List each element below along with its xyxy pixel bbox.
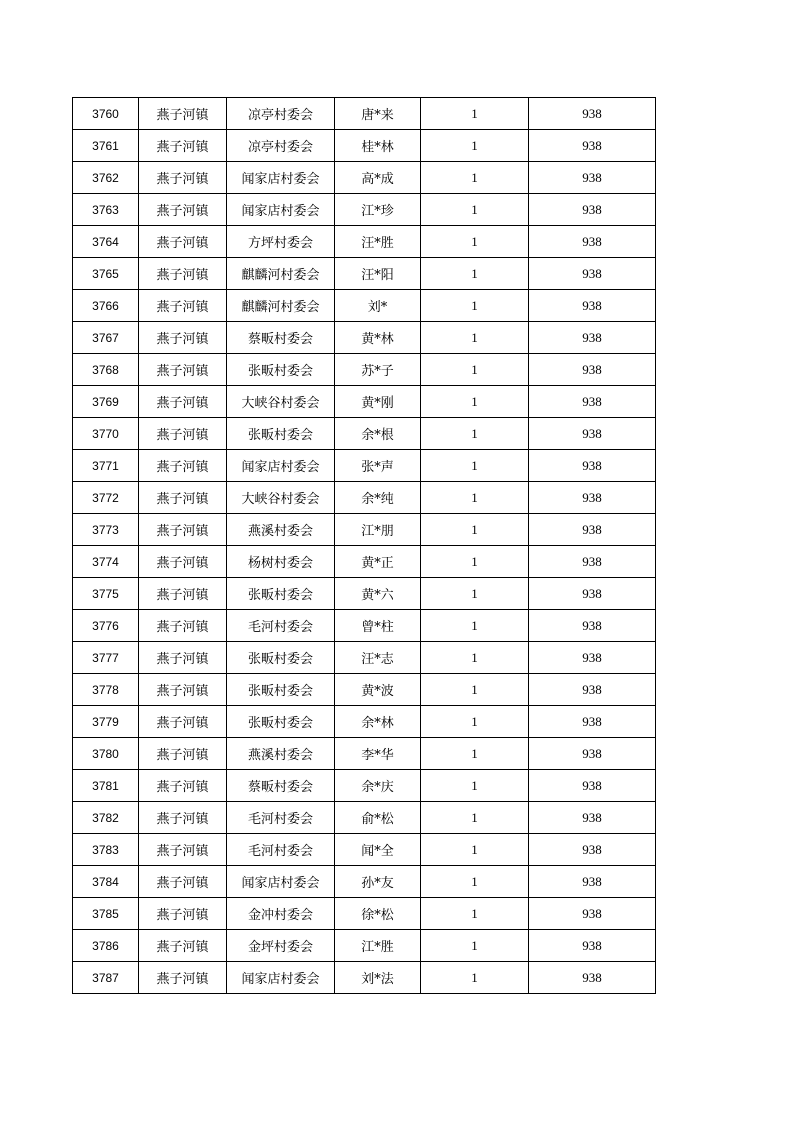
count-cell: 1 bbox=[421, 98, 529, 130]
amount-cell: 938 bbox=[529, 930, 656, 962]
name-cell: 江*珍 bbox=[335, 194, 421, 226]
town-cell: 燕子河镇 bbox=[139, 258, 227, 290]
town-cell: 燕子河镇 bbox=[139, 290, 227, 322]
amount-cell: 938 bbox=[529, 130, 656, 162]
village-cell: 蔡畈村委会 bbox=[227, 322, 335, 354]
row-id-cell: 3771 bbox=[73, 450, 139, 482]
table-row bbox=[73, 418, 656, 450]
table-row bbox=[73, 898, 656, 930]
count-cell: 1 bbox=[421, 258, 529, 290]
amount-cell: 938 bbox=[529, 738, 656, 770]
name-cell: 黄*正 bbox=[335, 546, 421, 578]
amount-cell: 938 bbox=[529, 834, 656, 866]
amount-cell: 938 bbox=[529, 290, 656, 322]
town-cell: 燕子河镇 bbox=[139, 418, 227, 450]
row-id-cell: 3787 bbox=[73, 962, 139, 994]
amount-cell: 938 bbox=[529, 482, 656, 514]
village-cell: 金冲村委会 bbox=[227, 898, 335, 930]
village-cell: 燕溪村委会 bbox=[227, 738, 335, 770]
table-row bbox=[73, 642, 656, 674]
document-sheet bbox=[72, 97, 655, 994]
town-cell: 燕子河镇 bbox=[139, 898, 227, 930]
row-id-cell: 3772 bbox=[73, 482, 139, 514]
table-row bbox=[73, 802, 656, 834]
name-cell: 徐*松 bbox=[335, 898, 421, 930]
amount-cell: 938 bbox=[529, 898, 656, 930]
count-cell: 1 bbox=[421, 386, 529, 418]
amount-cell: 938 bbox=[529, 770, 656, 802]
amount-cell: 938 bbox=[529, 866, 656, 898]
amount-cell: 938 bbox=[529, 610, 656, 642]
row-id-cell: 3782 bbox=[73, 802, 139, 834]
table-row bbox=[73, 578, 656, 610]
table-row bbox=[73, 130, 656, 162]
town-cell: 燕子河镇 bbox=[139, 322, 227, 354]
count-cell: 1 bbox=[421, 962, 529, 994]
count-cell: 1 bbox=[421, 866, 529, 898]
name-cell: 闻*全 bbox=[335, 834, 421, 866]
town-cell: 燕子河镇 bbox=[139, 130, 227, 162]
count-cell: 1 bbox=[421, 514, 529, 546]
count-cell: 1 bbox=[421, 706, 529, 738]
town-cell: 燕子河镇 bbox=[139, 162, 227, 194]
name-cell: 李*华 bbox=[335, 738, 421, 770]
row-id-cell: 3774 bbox=[73, 546, 139, 578]
table-body bbox=[73, 98, 656, 994]
name-cell: 余*根 bbox=[335, 418, 421, 450]
name-cell: 黄*波 bbox=[335, 674, 421, 706]
name-cell: 张*声 bbox=[335, 450, 421, 482]
count-cell: 1 bbox=[421, 770, 529, 802]
village-cell: 闻家店村委会 bbox=[227, 162, 335, 194]
village-cell: 闻家店村委会 bbox=[227, 866, 335, 898]
table-row bbox=[73, 546, 656, 578]
table-row bbox=[73, 194, 656, 226]
row-id-cell: 3768 bbox=[73, 354, 139, 386]
amount-cell: 938 bbox=[529, 962, 656, 994]
table-row bbox=[73, 450, 656, 482]
table-row bbox=[73, 258, 656, 290]
name-cell: 唐*来 bbox=[335, 98, 421, 130]
count-cell: 1 bbox=[421, 290, 529, 322]
table-row bbox=[73, 770, 656, 802]
count-cell: 1 bbox=[421, 322, 529, 354]
row-id-cell: 3761 bbox=[73, 130, 139, 162]
row-id-cell: 3785 bbox=[73, 898, 139, 930]
town-cell: 燕子河镇 bbox=[139, 386, 227, 418]
town-cell: 燕子河镇 bbox=[139, 770, 227, 802]
row-id-cell: 3773 bbox=[73, 514, 139, 546]
town-cell: 燕子河镇 bbox=[139, 354, 227, 386]
amount-cell: 938 bbox=[529, 226, 656, 258]
village-cell: 张畈村委会 bbox=[227, 354, 335, 386]
name-cell: 江*胜 bbox=[335, 930, 421, 962]
town-cell: 燕子河镇 bbox=[139, 962, 227, 994]
village-cell: 杨树村委会 bbox=[227, 546, 335, 578]
count-cell: 1 bbox=[421, 226, 529, 258]
table-row bbox=[73, 674, 656, 706]
count-cell: 1 bbox=[421, 162, 529, 194]
village-cell: 方坪村委会 bbox=[227, 226, 335, 258]
table-row bbox=[73, 834, 656, 866]
town-cell: 燕子河镇 bbox=[139, 194, 227, 226]
count-cell: 1 bbox=[421, 610, 529, 642]
village-cell: 大峡谷村委会 bbox=[227, 482, 335, 514]
count-cell: 1 bbox=[421, 194, 529, 226]
village-cell: 毛河村委会 bbox=[227, 610, 335, 642]
count-cell: 1 bbox=[421, 130, 529, 162]
row-id-cell: 3760 bbox=[73, 98, 139, 130]
row-id-cell: 3780 bbox=[73, 738, 139, 770]
row-id-cell: 3786 bbox=[73, 930, 139, 962]
amount-cell: 938 bbox=[529, 642, 656, 674]
town-cell: 燕子河镇 bbox=[139, 674, 227, 706]
name-cell: 桂*林 bbox=[335, 130, 421, 162]
row-id-cell: 3764 bbox=[73, 226, 139, 258]
table-row bbox=[73, 290, 656, 322]
village-cell: 张畈村委会 bbox=[227, 578, 335, 610]
village-cell: 毛河村委会 bbox=[227, 834, 335, 866]
count-cell: 1 bbox=[421, 930, 529, 962]
name-cell: 余*庆 bbox=[335, 770, 421, 802]
table-row bbox=[73, 386, 656, 418]
count-cell: 1 bbox=[421, 738, 529, 770]
name-cell: 江*朋 bbox=[335, 514, 421, 546]
row-id-cell: 3784 bbox=[73, 866, 139, 898]
name-cell: 黄*刚 bbox=[335, 386, 421, 418]
table-row bbox=[73, 514, 656, 546]
village-cell: 闻家店村委会 bbox=[227, 450, 335, 482]
village-cell: 张畈村委会 bbox=[227, 706, 335, 738]
amount-cell: 938 bbox=[529, 546, 656, 578]
amount-cell: 938 bbox=[529, 418, 656, 450]
table-row bbox=[73, 322, 656, 354]
village-cell: 张畈村委会 bbox=[227, 674, 335, 706]
amount-cell: 938 bbox=[529, 322, 656, 354]
row-id-cell: 3777 bbox=[73, 642, 139, 674]
village-cell: 毛河村委会 bbox=[227, 802, 335, 834]
village-cell: 闻家店村委会 bbox=[227, 962, 335, 994]
village-cell: 凉亭村委会 bbox=[227, 98, 335, 130]
amount-cell: 938 bbox=[529, 194, 656, 226]
amount-cell: 938 bbox=[529, 386, 656, 418]
town-cell: 燕子河镇 bbox=[139, 514, 227, 546]
amount-cell: 938 bbox=[529, 354, 656, 386]
name-cell: 刘*法 bbox=[335, 962, 421, 994]
amount-cell: 938 bbox=[529, 162, 656, 194]
town-cell: 燕子河镇 bbox=[139, 802, 227, 834]
table-row bbox=[73, 98, 656, 130]
name-cell: 高*成 bbox=[335, 162, 421, 194]
town-cell: 燕子河镇 bbox=[139, 738, 227, 770]
name-cell: 俞*松 bbox=[335, 802, 421, 834]
village-cell: 蔡畈村委会 bbox=[227, 770, 335, 802]
amount-cell: 938 bbox=[529, 674, 656, 706]
amount-cell: 938 bbox=[529, 578, 656, 610]
row-id-cell: 3762 bbox=[73, 162, 139, 194]
count-cell: 1 bbox=[421, 354, 529, 386]
town-cell: 燕子河镇 bbox=[139, 642, 227, 674]
amount-cell: 938 bbox=[529, 98, 656, 130]
village-cell: 张畈村委会 bbox=[227, 418, 335, 450]
name-cell: 黄*林 bbox=[335, 322, 421, 354]
count-cell: 1 bbox=[421, 482, 529, 514]
table-row bbox=[73, 866, 656, 898]
amount-cell: 938 bbox=[529, 514, 656, 546]
town-cell: 燕子河镇 bbox=[139, 706, 227, 738]
count-cell: 1 bbox=[421, 546, 529, 578]
table-row bbox=[73, 962, 656, 994]
row-id-cell: 3769 bbox=[73, 386, 139, 418]
table-row bbox=[73, 738, 656, 770]
amount-cell: 938 bbox=[529, 706, 656, 738]
count-cell: 1 bbox=[421, 418, 529, 450]
table-row bbox=[73, 226, 656, 258]
town-cell: 燕子河镇 bbox=[139, 482, 227, 514]
row-id-cell: 3779 bbox=[73, 706, 139, 738]
count-cell: 1 bbox=[421, 450, 529, 482]
count-cell: 1 bbox=[421, 898, 529, 930]
count-cell: 1 bbox=[421, 802, 529, 834]
town-cell: 燕子河镇 bbox=[139, 610, 227, 642]
village-cell: 燕溪村委会 bbox=[227, 514, 335, 546]
row-id-cell: 3778 bbox=[73, 674, 139, 706]
table-row bbox=[73, 482, 656, 514]
row-id-cell: 3767 bbox=[73, 322, 139, 354]
name-cell: 曾*柱 bbox=[335, 610, 421, 642]
town-cell: 燕子河镇 bbox=[139, 866, 227, 898]
name-cell: 孙*友 bbox=[335, 866, 421, 898]
row-id-cell: 3763 bbox=[73, 194, 139, 226]
village-cell: 凉亭村委会 bbox=[227, 130, 335, 162]
row-id-cell: 3765 bbox=[73, 258, 139, 290]
village-cell: 大峡谷村委会 bbox=[227, 386, 335, 418]
count-cell: 1 bbox=[421, 642, 529, 674]
town-cell: 燕子河镇 bbox=[139, 450, 227, 482]
town-cell: 燕子河镇 bbox=[139, 546, 227, 578]
count-cell: 1 bbox=[421, 578, 529, 610]
table-row bbox=[73, 610, 656, 642]
village-cell: 闻家店村委会 bbox=[227, 194, 335, 226]
name-cell: 苏*子 bbox=[335, 354, 421, 386]
village-cell: 张畈村委会 bbox=[227, 642, 335, 674]
town-cell: 燕子河镇 bbox=[139, 98, 227, 130]
name-cell: 余*纯 bbox=[335, 482, 421, 514]
row-id-cell: 3770 bbox=[73, 418, 139, 450]
name-cell: 汪*胜 bbox=[335, 226, 421, 258]
town-cell: 燕子河镇 bbox=[139, 226, 227, 258]
village-cell: 麒麟河村委会 bbox=[227, 258, 335, 290]
count-cell: 1 bbox=[421, 674, 529, 706]
row-id-cell: 3776 bbox=[73, 610, 139, 642]
table-row bbox=[73, 706, 656, 738]
village-cell: 麒麟河村委会 bbox=[227, 290, 335, 322]
table-row bbox=[73, 930, 656, 962]
table-row bbox=[73, 354, 656, 386]
name-cell: 汪*阳 bbox=[335, 258, 421, 290]
name-cell: 汪*志 bbox=[335, 642, 421, 674]
amount-cell: 938 bbox=[529, 450, 656, 482]
row-id-cell: 3775 bbox=[73, 578, 139, 610]
table-row bbox=[73, 162, 656, 194]
name-cell: 刘* bbox=[335, 290, 421, 322]
row-id-cell: 3783 bbox=[73, 834, 139, 866]
count-cell: 1 bbox=[421, 834, 529, 866]
town-cell: 燕子河镇 bbox=[139, 930, 227, 962]
amount-cell: 938 bbox=[529, 802, 656, 834]
name-cell: 黄*六 bbox=[335, 578, 421, 610]
row-id-cell: 3766 bbox=[73, 290, 139, 322]
name-cell: 余*林 bbox=[335, 706, 421, 738]
village-cell: 金坪村委会 bbox=[227, 930, 335, 962]
town-cell: 燕子河镇 bbox=[139, 578, 227, 610]
beneficiary-table bbox=[72, 97, 656, 994]
town-cell: 燕子河镇 bbox=[139, 834, 227, 866]
amount-cell: 938 bbox=[529, 258, 656, 290]
row-id-cell: 3781 bbox=[73, 770, 139, 802]
